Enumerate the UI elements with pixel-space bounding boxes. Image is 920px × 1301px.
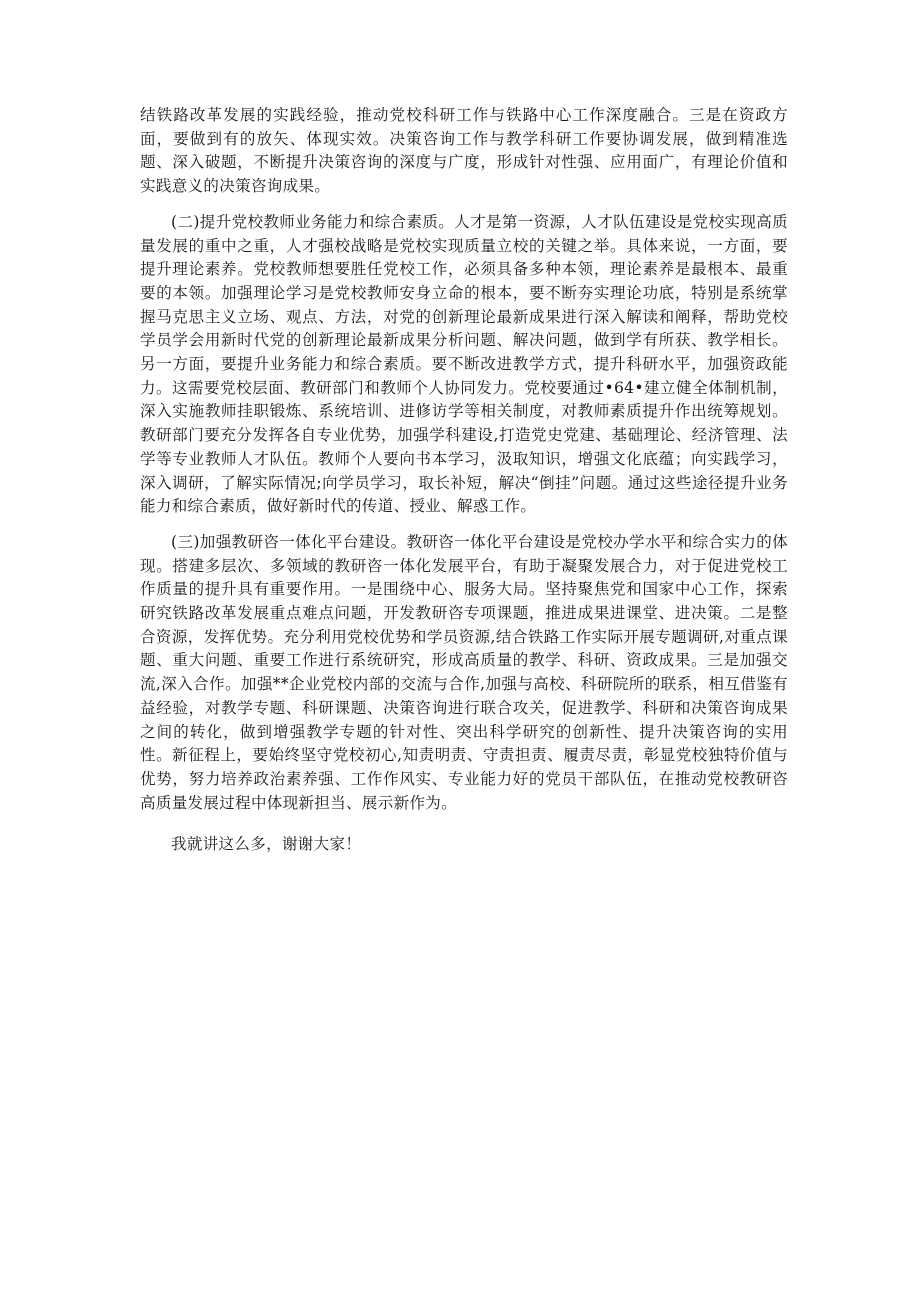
paragraph-section-two: (二)提升党校教师业务能力和综合素质。人才是第一资源，人才队伍建设是党校实现高质量发展的重中之重，人才强校战略是党校实现质量立校的关键之举。具体来说，一方面，要提升理论素养。党校教师想要胜任党校工作，必须具备多种本领，理论素养是最根本、最重要的本领。加强理论学习是党校教师安身立命的根本，要不断夯实理论功底，特别是系统掌握马克思主义立场、观点、方法，对党的创新理论最新成果进行深入解读和阐释，帮助党校学员学会用新时代党的创新理论最新成果分析问题、解决问题，做到学有所获、教学相长。另一方面，要提升业务能力和综合素质。要不断改进教学方式，提升科研水平，加强资政能力。这需要党校层面、教研部门和教师个人协同发力。党校要通过•64•建立健全体制机制，深入实施教师挂职锻炼、系统培训、进修访学等相关制度，对教师素质提升作出统筹规划。教研部门要充分发挥各自专业优势，加强学科建设,打造党史党建、基础理论、经济管理、法学等专业教师人才队伍。教师个人要向书本学习，汲取知识，增强文化底蕴；向实践学习，深入调研，了解实际情况;向学员学习，取长补短，解决“倒挂”问题。通过这些途径提升业务能力和综合素质，做好新时代的传道、授业、解惑工作。 <box>140 212 788 516</box>
document-body <box>140 104 788 857</box>
paragraph-section-three: (三)加强教研咨一体化平台建设。教研咨一体化平台建设是党校办学水平和综合实力的体现。搭建多层次、多领域的教研咨一体化发展平台，有助于凝聚发展合力，对于促进党校工作质量的提升具有重要作用。一是围绕中心、服务大局。坚持聚焦党和国家中心工作，探索研究铁路改革发展重点难点问题，开发教研咨专项课题，推进成果进课堂、进决策。二是整合资源，发挥优势。充分利用党校优势和学员资源,结合铁路工作实际开展专题调研,对重点课题、重大问题、重要工作进行系统研究，形成高质量的教学、科研、资政成果。三是加强交流,深入合作。加强**企业党校内部的交流与合作,加强与高校、科研院所的联系，相互借鉴有益经验，对教学专题、科研课题、决策咨询进行联合攻关，促进教学、科研和决策咨询成果之间的转化，做到增强教学专题的针对性、突出科学研究的创新性、提升决策咨询的实用性。新征程上，要始终坚守党校初心,知责明责、守责担责、履责尽责，彰显党校独特价值与优势，努力培养政治素养强、工作作风实、专业能力好的党员干部队伍，在推动党校教研咨高质量发展过程中体现新担当、展示新作为。 <box>140 532 788 812</box>
paragraph-closing: 我就讲这么多，谢谢大家！ <box>171 835 362 854</box>
paragraph-continued: 结铁路改革发展的实践经验，推动党校科研工作与铁路中心工作深度融合。三是在资政方面，要做到有的放矢、体现实效。决策咨询工作与教学科研工作要协调发展，做到精准选题、深入破题，不断提升决策咨询的深度与广度，形成针对性强、应用面广，有理论价值和实践意义的决策咨询成果。 <box>140 106 788 196</box>
